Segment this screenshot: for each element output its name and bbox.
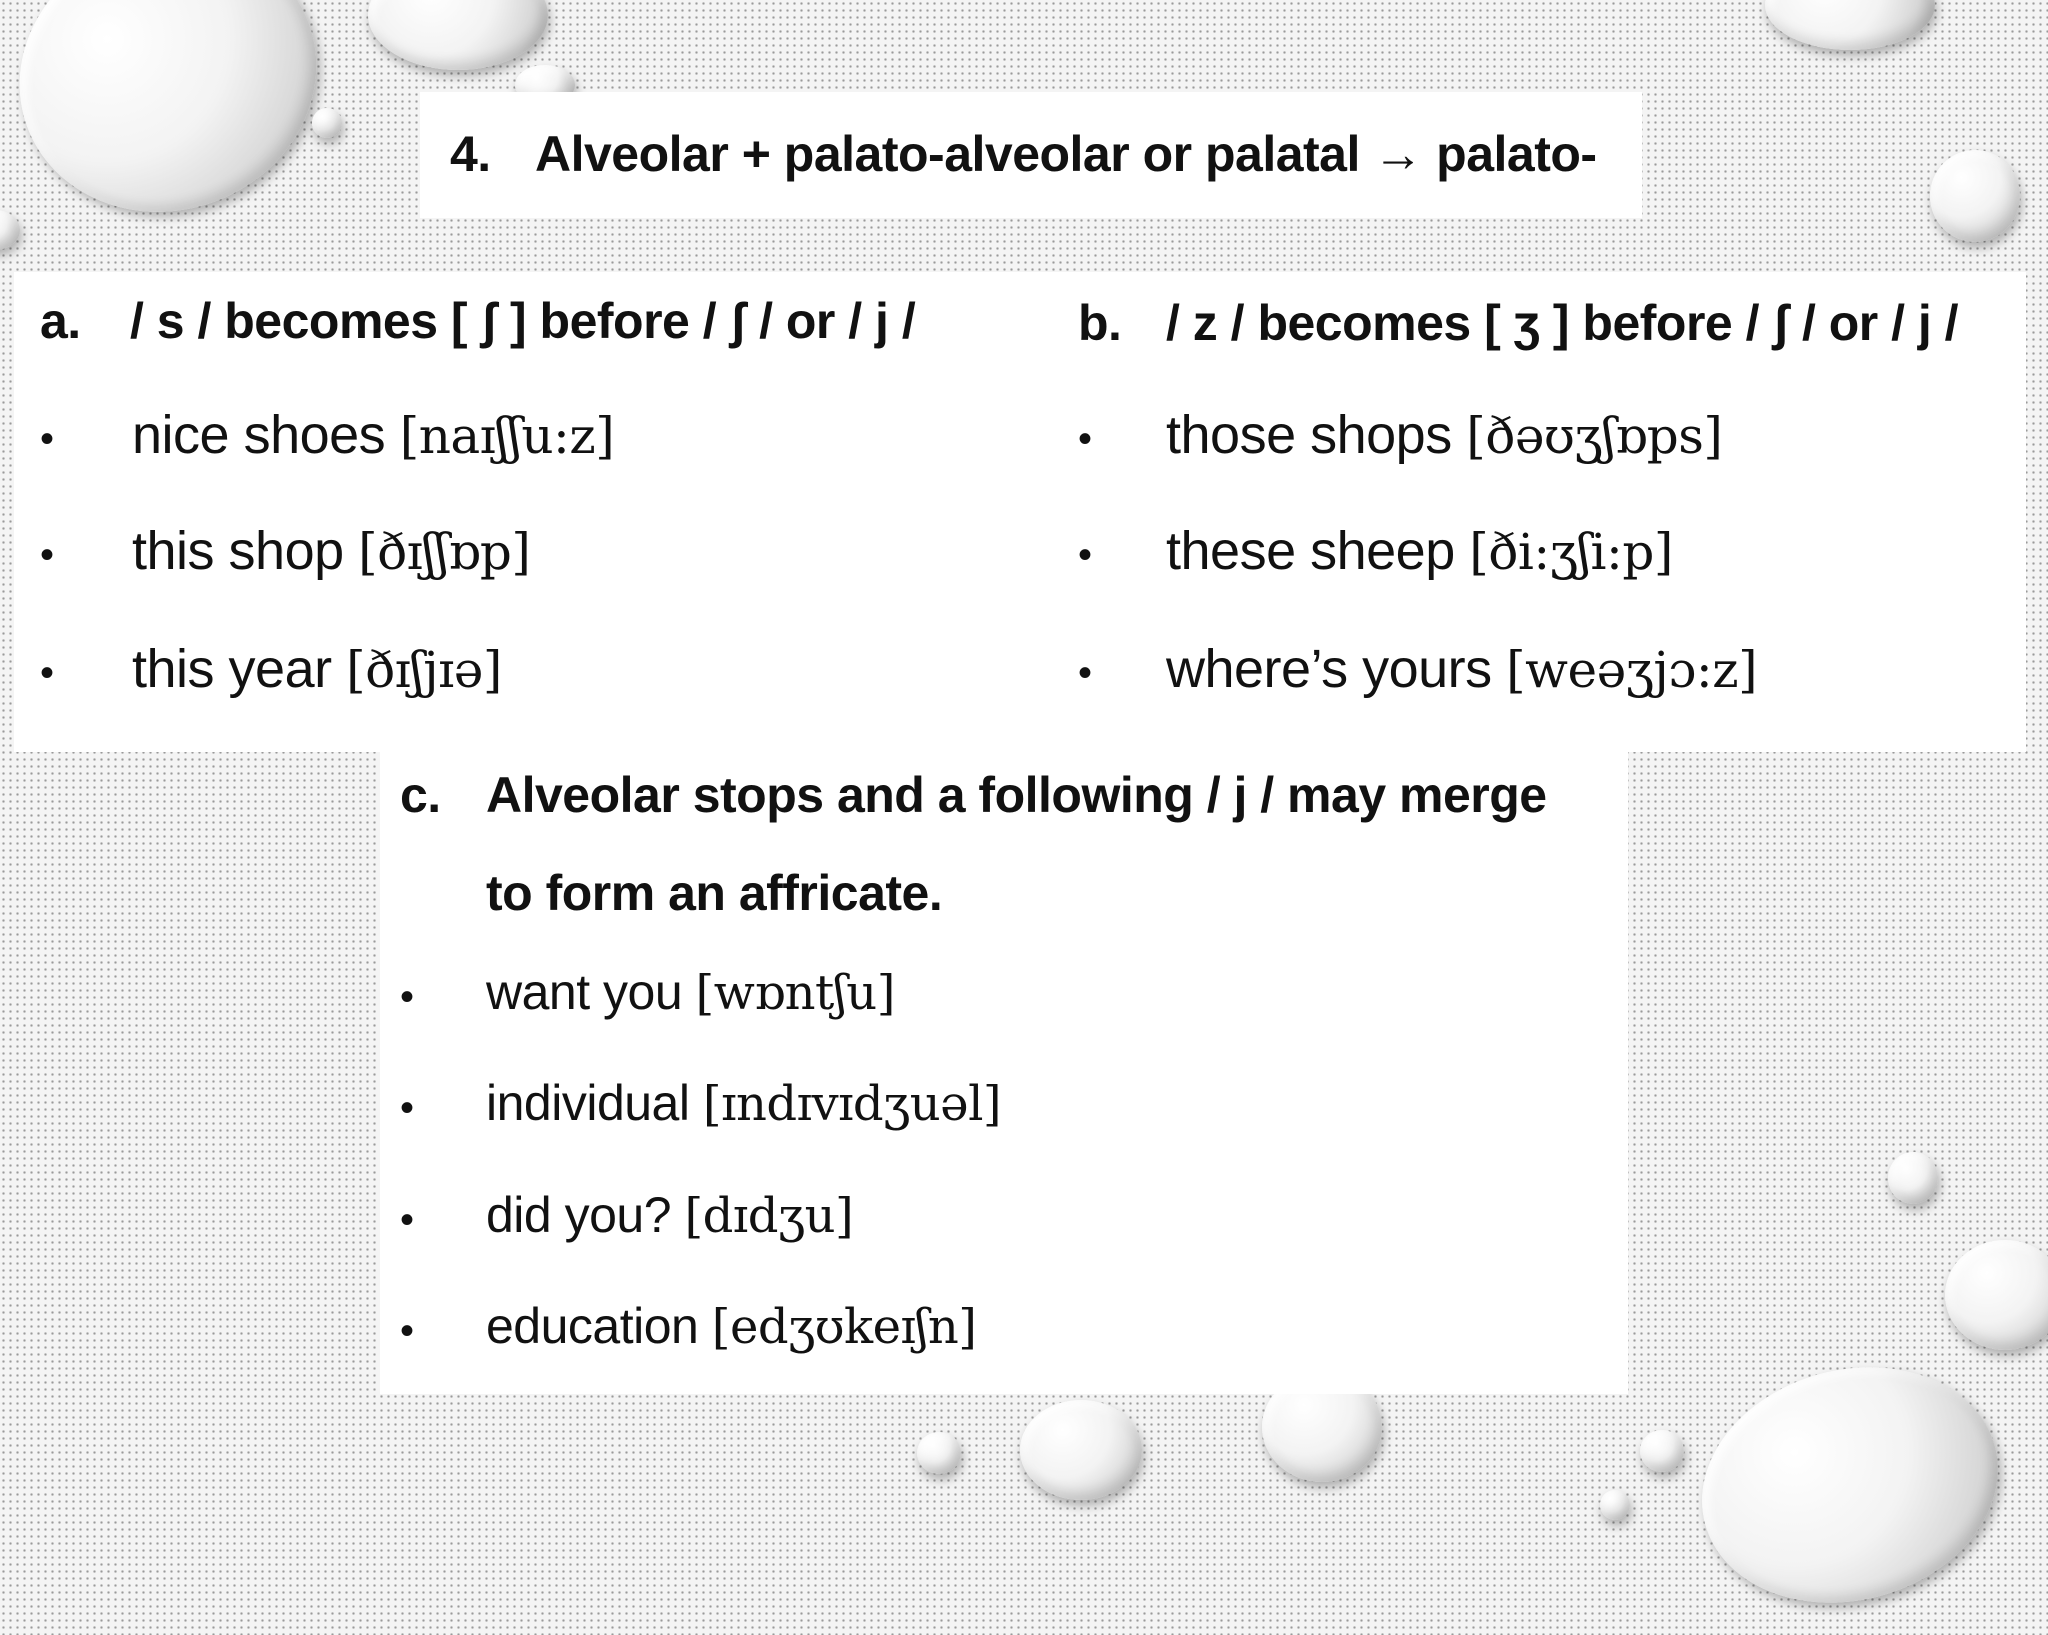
bullet-icon: • (1078, 533, 1093, 577)
section-c-marker: c. (400, 767, 441, 823)
water-drop-decoration (1600, 1490, 1630, 1520)
ipa-transcription: [dɪdʒu] (684, 1188, 854, 1244)
bullet-icon: • (1078, 651, 1093, 695)
section-b-item-2 (1166, 520, 1673, 582)
section-b-heading: / z / becomes [ ʒ ] before / ʃ / or / j / (1166, 295, 1959, 351)
section-a-item-1 (132, 404, 614, 466)
section-c-heading-line-1: Alveolar stops and a following / j / may merge (486, 767, 1547, 823)
bullet-icon: • (400, 975, 415, 1019)
water-drop-decoration (1640, 1430, 1684, 1472)
water-drop-decoration (1765, 0, 1935, 50)
section-c-heading-line-2: to form an affricate. (486, 865, 943, 921)
example-phrase: these sheep (1166, 521, 1455, 581)
example-phrase: individual (486, 1075, 690, 1131)
section-a-marker: a. (40, 293, 81, 349)
ipa-transcription: [weəʒjɔ:z] (1506, 641, 1758, 699)
section-c-item-2 (486, 1074, 1001, 1132)
water-drop-decoration (312, 108, 342, 138)
section-b-item-1 (1166, 404, 1722, 466)
example-phrase: nice shoes (132, 405, 386, 465)
water-drop-decoration (0, 210, 20, 250)
water-drop-decoration (1945, 1240, 2048, 1350)
section-b-marker: b. (1078, 295, 1122, 351)
section-c-item-1 (486, 963, 895, 1021)
example-phrase: those shops (1166, 405, 1452, 465)
ipa-transcription: [ðəʊʒʃɒps] (1466, 407, 1723, 465)
ipa-transcription: [wɒntʃu] (695, 965, 895, 1021)
bullet-icon: • (400, 1086, 415, 1130)
bullet-icon: • (40, 417, 55, 461)
ipa-transcription: [ðɪʃjɪə] (346, 641, 502, 699)
example-phrase: did you? (486, 1187, 672, 1243)
water-drop-decoration (1020, 1400, 1142, 1500)
bullet-icon: • (1078, 417, 1093, 461)
water-drop-decoration (1675, 1335, 2024, 1635)
ipa-transcription: [ði:ʒʃi:p] (1469, 523, 1673, 581)
water-drop-decoration (1888, 1152, 1938, 1204)
bullet-icon: • (400, 1309, 415, 1353)
ipa-transcription: [naɪʃʃu:z] (399, 407, 615, 465)
section-c-item-4 (486, 1297, 977, 1355)
water-drop-decoration (917, 1432, 961, 1474)
ipa-transcription: [edʒʊkeɪʃn] (711, 1299, 977, 1355)
section-c-item-3 (486, 1186, 853, 1244)
slide-title: Alveolar + palato-alveolar or palatal → palato- (535, 126, 1597, 182)
bullet-icon: • (40, 533, 55, 577)
water-drop-decoration (0, 0, 355, 253)
section-a-item-3 (132, 638, 502, 700)
water-drop-decoration (368, 0, 548, 70)
example-phrase: education (486, 1298, 699, 1354)
section-b-item-3 (1166, 638, 1757, 700)
section-a-item-2 (132, 520, 530, 582)
example-phrase: this year (132, 639, 332, 699)
slide-title-number: 4. (450, 126, 491, 182)
bullet-icon: • (400, 1198, 415, 1242)
example-phrase: this shop (132, 521, 344, 581)
ipa-transcription: [ðɪʃʃɒp] (358, 523, 531, 581)
example-phrase: want you (486, 964, 683, 1020)
example-phrase: where’s yours (1166, 639, 1492, 699)
bullet-icon: • (40, 651, 55, 695)
ipa-transcription: [ɪndɪvɪdʒuəl] (702, 1076, 1002, 1132)
water-drop-decoration (1930, 150, 2020, 242)
section-a-heading: / s / becomes [ ʃ ] before / ʃ / or / j / (130, 293, 916, 349)
